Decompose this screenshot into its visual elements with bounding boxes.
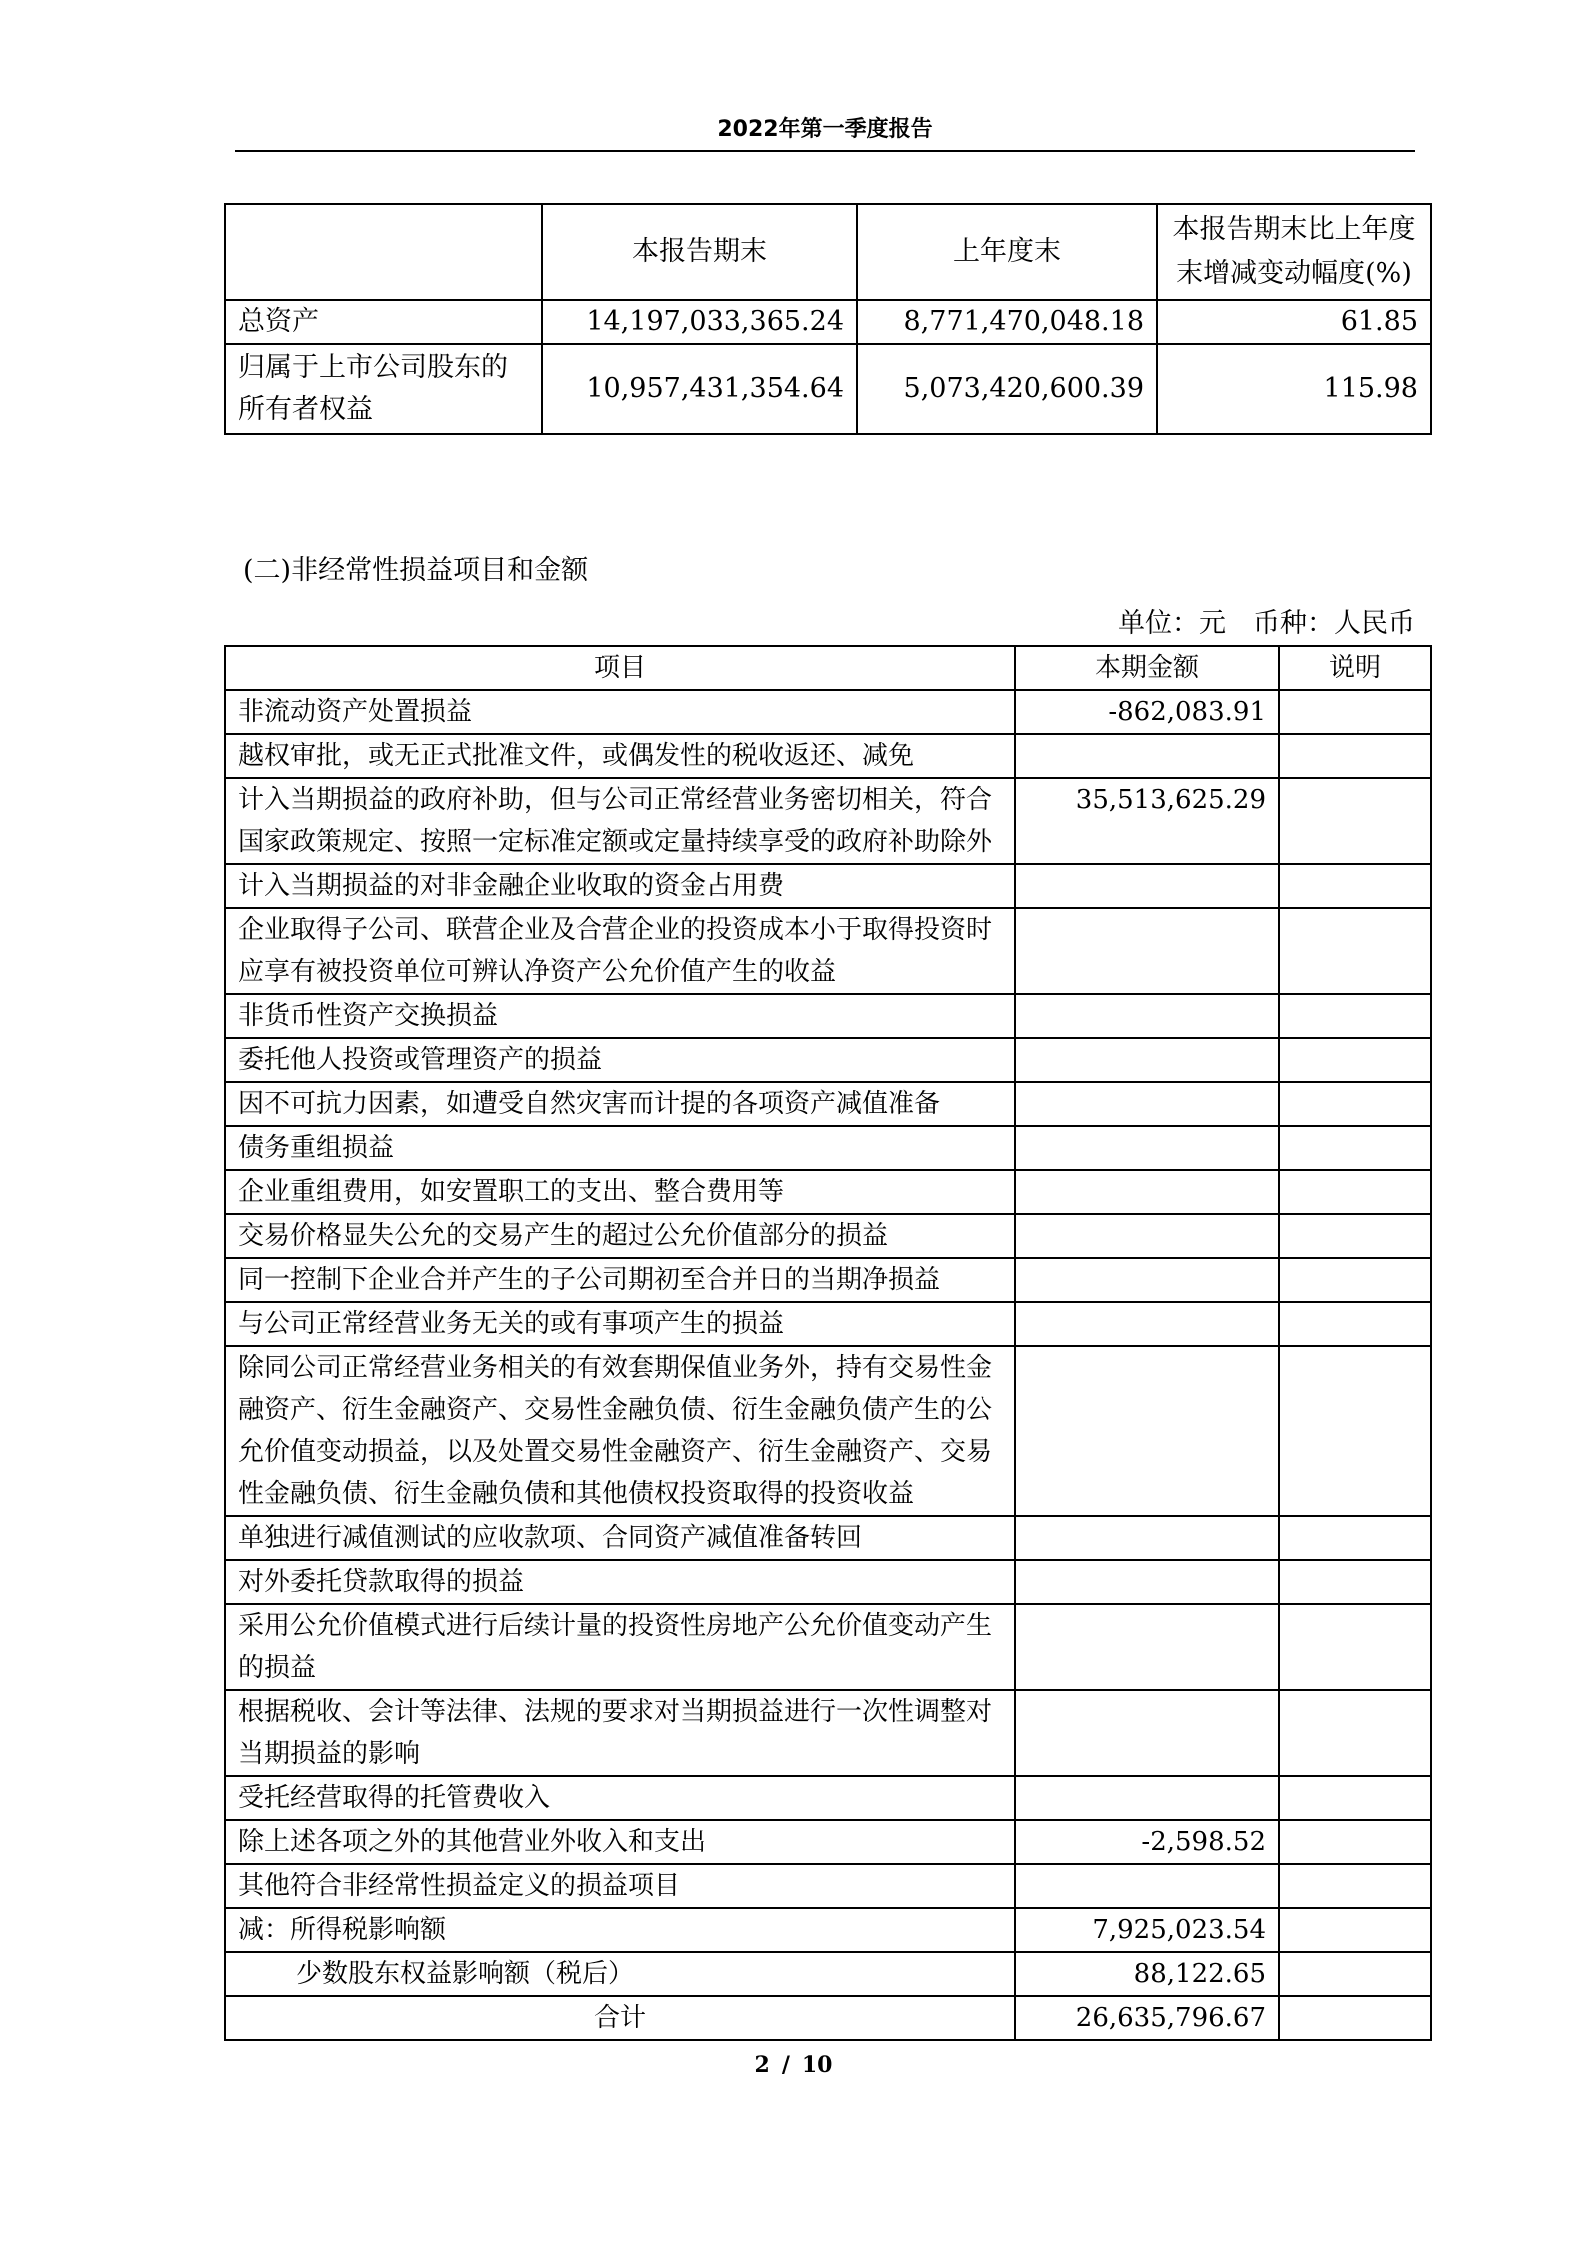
amount-cell [1015, 1170, 1279, 1214]
amount-cell [1015, 994, 1279, 1038]
note-cell [1279, 1864, 1431, 1908]
amount-cell: 88,122.65 [1015, 1952, 1279, 1996]
table-row [225, 1604, 1431, 1690]
prior-value: 5,073,420,600.39 [857, 344, 1157, 434]
note-cell [1279, 1952, 1431, 1996]
amount-cell: 35,513,625.29 [1015, 778, 1279, 864]
total-row [225, 1996, 1431, 2040]
item-cell: 单独进行减值测试的应收款项、合同资产减值准备转回 [225, 1516, 1015, 1560]
table-row [225, 1346, 1431, 1516]
note-cell [1279, 1820, 1431, 1864]
amount-cell [1015, 1346, 1279, 1516]
item-cell: 企业取得子公司、联营企业及合营企业的投资成本小于取得投资时应享有被投资单位可辨认净资产公允价值产生的收益 [225, 908, 1015, 994]
item-cell: 采用公允价值模式进行后续计量的投资性房地产公允价值变动产生的损益 [225, 1604, 1015, 1690]
amount-cell: -2,598.52 [1015, 1820, 1279, 1864]
amount-cell [1015, 908, 1279, 994]
note-cell [1279, 690, 1431, 734]
row-label: 总资产 [225, 300, 542, 344]
page-header [235, 110, 1415, 152]
report-title: 2022年第一季度报告 [717, 117, 933, 142]
table-row [225, 1258, 1431, 1302]
total-pages: 10 [801, 2052, 833, 2078]
table-row [225, 1516, 1431, 1560]
item-cell: 委托他人投资或管理资产的损益 [225, 1038, 1015, 1082]
header-cell: 本报告期末比上年度末增减变动幅度(%) [1157, 204, 1431, 300]
amount-cell [1015, 734, 1279, 778]
item-cell: 受托经营取得的托管费收入 [225, 1776, 1015, 1820]
item-cell: 与公司正常经营业务无关的或有事项产生的损益 [225, 1302, 1015, 1346]
note-cell [1279, 1516, 1431, 1560]
table-row [225, 1820, 1431, 1864]
unit-label: 单位：元 币种：人民币 [1118, 608, 1415, 639]
note-cell [1279, 994, 1431, 1038]
item-cell: 债务重组损益 [225, 1126, 1015, 1170]
total-label: 合计 [225, 1996, 1015, 2040]
note-cell [1279, 1302, 1431, 1346]
current-page: 2 [754, 2052, 770, 2078]
note-cell [1279, 1258, 1431, 1302]
table-row [225, 1082, 1431, 1126]
amount-cell: -862,083.91 [1015, 690, 1279, 734]
total-amount: 26,635,796.67 [1015, 1996, 1279, 2040]
page-separator: / [781, 2052, 790, 2078]
table-row [225, 864, 1431, 908]
note-cell [1279, 1908, 1431, 1952]
amount-cell: 7,925,023.54 [1015, 1908, 1279, 1952]
note-cell [1279, 734, 1431, 778]
table-row [225, 1038, 1431, 1082]
note-cell [1279, 1776, 1431, 1820]
row-label: 归属于上市公司股东的所有者权益 [225, 344, 542, 434]
note-cell [1279, 1560, 1431, 1604]
amount-cell [1015, 1214, 1279, 1258]
amount-cell [1015, 1776, 1279, 1820]
change-value: 61.85 [1157, 300, 1431, 344]
table-row [225, 994, 1431, 1038]
note-cell [1279, 1690, 1431, 1776]
table-row [225, 1170, 1431, 1214]
item-cell: 同一控制下企业合并产生的子公司期初至合并日的当期净损益 [225, 1258, 1015, 1302]
note-cell [1279, 1126, 1431, 1170]
table-row [225, 1776, 1431, 1820]
header-cell: 本报告期末 [542, 204, 857, 300]
amount-cell [1015, 1864, 1279, 1908]
amount-cell [1015, 1604, 1279, 1690]
table-row [225, 908, 1431, 994]
table-row [225, 734, 1431, 778]
amount-cell [1015, 1560, 1279, 1604]
item-cell: 计入当期损益的政府补助，但与公司正常经营业务密切相关，符合国家政策规定、按照一定标准定额或定量持续享受的政府补助除外 [225, 778, 1015, 864]
amount-cell [1015, 1082, 1279, 1126]
item-cell: 减：所得税影响额 [225, 1908, 1015, 1952]
note-cell [1279, 778, 1431, 864]
table-row [225, 1214, 1431, 1258]
note-cell [1279, 908, 1431, 994]
table-row [225, 1864, 1431, 1908]
table-row [225, 1690, 1431, 1776]
item-cell: 企业重组费用，如安置职工的支出、整合费用等 [225, 1170, 1015, 1214]
current-value: 14,197,033,365.24 [542, 300, 857, 344]
note-cell [1279, 1038, 1431, 1082]
amount-cell [1015, 1302, 1279, 1346]
item-cell: 除同公司正常经营业务相关的有效套期保值业务外，持有交易性金融资产、衍生金融资产、交易性金融负债、衍生金融负债产生的公允价值变动损益，以及处置交易性金融资产、衍生金融资产、交易性金融负债、衍生金融负债和其他债权投资取得的投资收益 [225, 1346, 1015, 1516]
item-cell: 对外委托贷款取得的损益 [225, 1560, 1015, 1604]
item-cell: 除上述各项之外的其他营业外收入和支出 [225, 1820, 1015, 1864]
item-cell: 根据税收、会计等法律、法规的要求对当期损益进行一次性调整对当期损益的影响 [225, 1690, 1015, 1776]
amount-cell [1015, 1126, 1279, 1170]
table-row [225, 690, 1431, 734]
note-cell [1279, 1082, 1431, 1126]
nonrecurring-table [224, 645, 1432, 2041]
note-cell [1279, 1604, 1431, 1690]
table-row [225, 1908, 1431, 1952]
amount-cell [1015, 1690, 1279, 1776]
item-cell: 因不可抗力因素，如遭受自然灾害而计提的各项资产减值准备 [225, 1082, 1015, 1126]
note-cell [1279, 1214, 1431, 1258]
note-cell [1279, 1346, 1431, 1516]
table-header-row [225, 204, 1431, 300]
summary-table [224, 203, 1432, 435]
item-cell: 非货币性资产交换损益 [225, 994, 1015, 1038]
table-header-row [225, 646, 1431, 690]
header-cell: 说明 [1279, 646, 1431, 690]
amount-cell [1015, 864, 1279, 908]
header-cell: 项目 [225, 646, 1015, 690]
item-cell: 越权审批，或无正式批准文件，或偶发性的税收返还、减免 [225, 734, 1015, 778]
table-row [225, 1126, 1431, 1170]
table-row [225, 1302, 1431, 1346]
prior-value: 8,771,470,048.18 [857, 300, 1157, 344]
table-row [225, 1952, 1431, 1996]
change-value: 115.98 [1157, 344, 1431, 434]
header-cell [225, 204, 542, 300]
page-number [0, 2050, 1587, 2080]
amount-cell [1015, 1258, 1279, 1302]
section-title: (二)非经常性损益项目和金额 [243, 555, 589, 586]
current-value: 10,957,431,354.64 [542, 344, 857, 434]
item-cell: 交易价格显失公允的交易产生的超过公允价值部分的损益 [225, 1214, 1015, 1258]
table-row [225, 300, 1431, 344]
header-cell: 上年度末 [857, 204, 1157, 300]
table-row [225, 1560, 1431, 1604]
item-cell: 少数股东权益影响额（税后） [225, 1952, 1015, 1996]
header-cell: 本期金额 [1015, 646, 1279, 690]
amount-cell [1015, 1516, 1279, 1560]
item-cell: 计入当期损益的对非金融企业收取的资金占用费 [225, 864, 1015, 908]
table-row [225, 778, 1431, 864]
amount-cell [1015, 1038, 1279, 1082]
item-cell: 其他符合非经常性损益定义的损益项目 [225, 1864, 1015, 1908]
table-row [225, 344, 1431, 434]
item-cell: 非流动资产处置损益 [225, 690, 1015, 734]
note-cell [1279, 1996, 1431, 2040]
note-cell [1279, 864, 1431, 908]
note-cell [1279, 1170, 1431, 1214]
